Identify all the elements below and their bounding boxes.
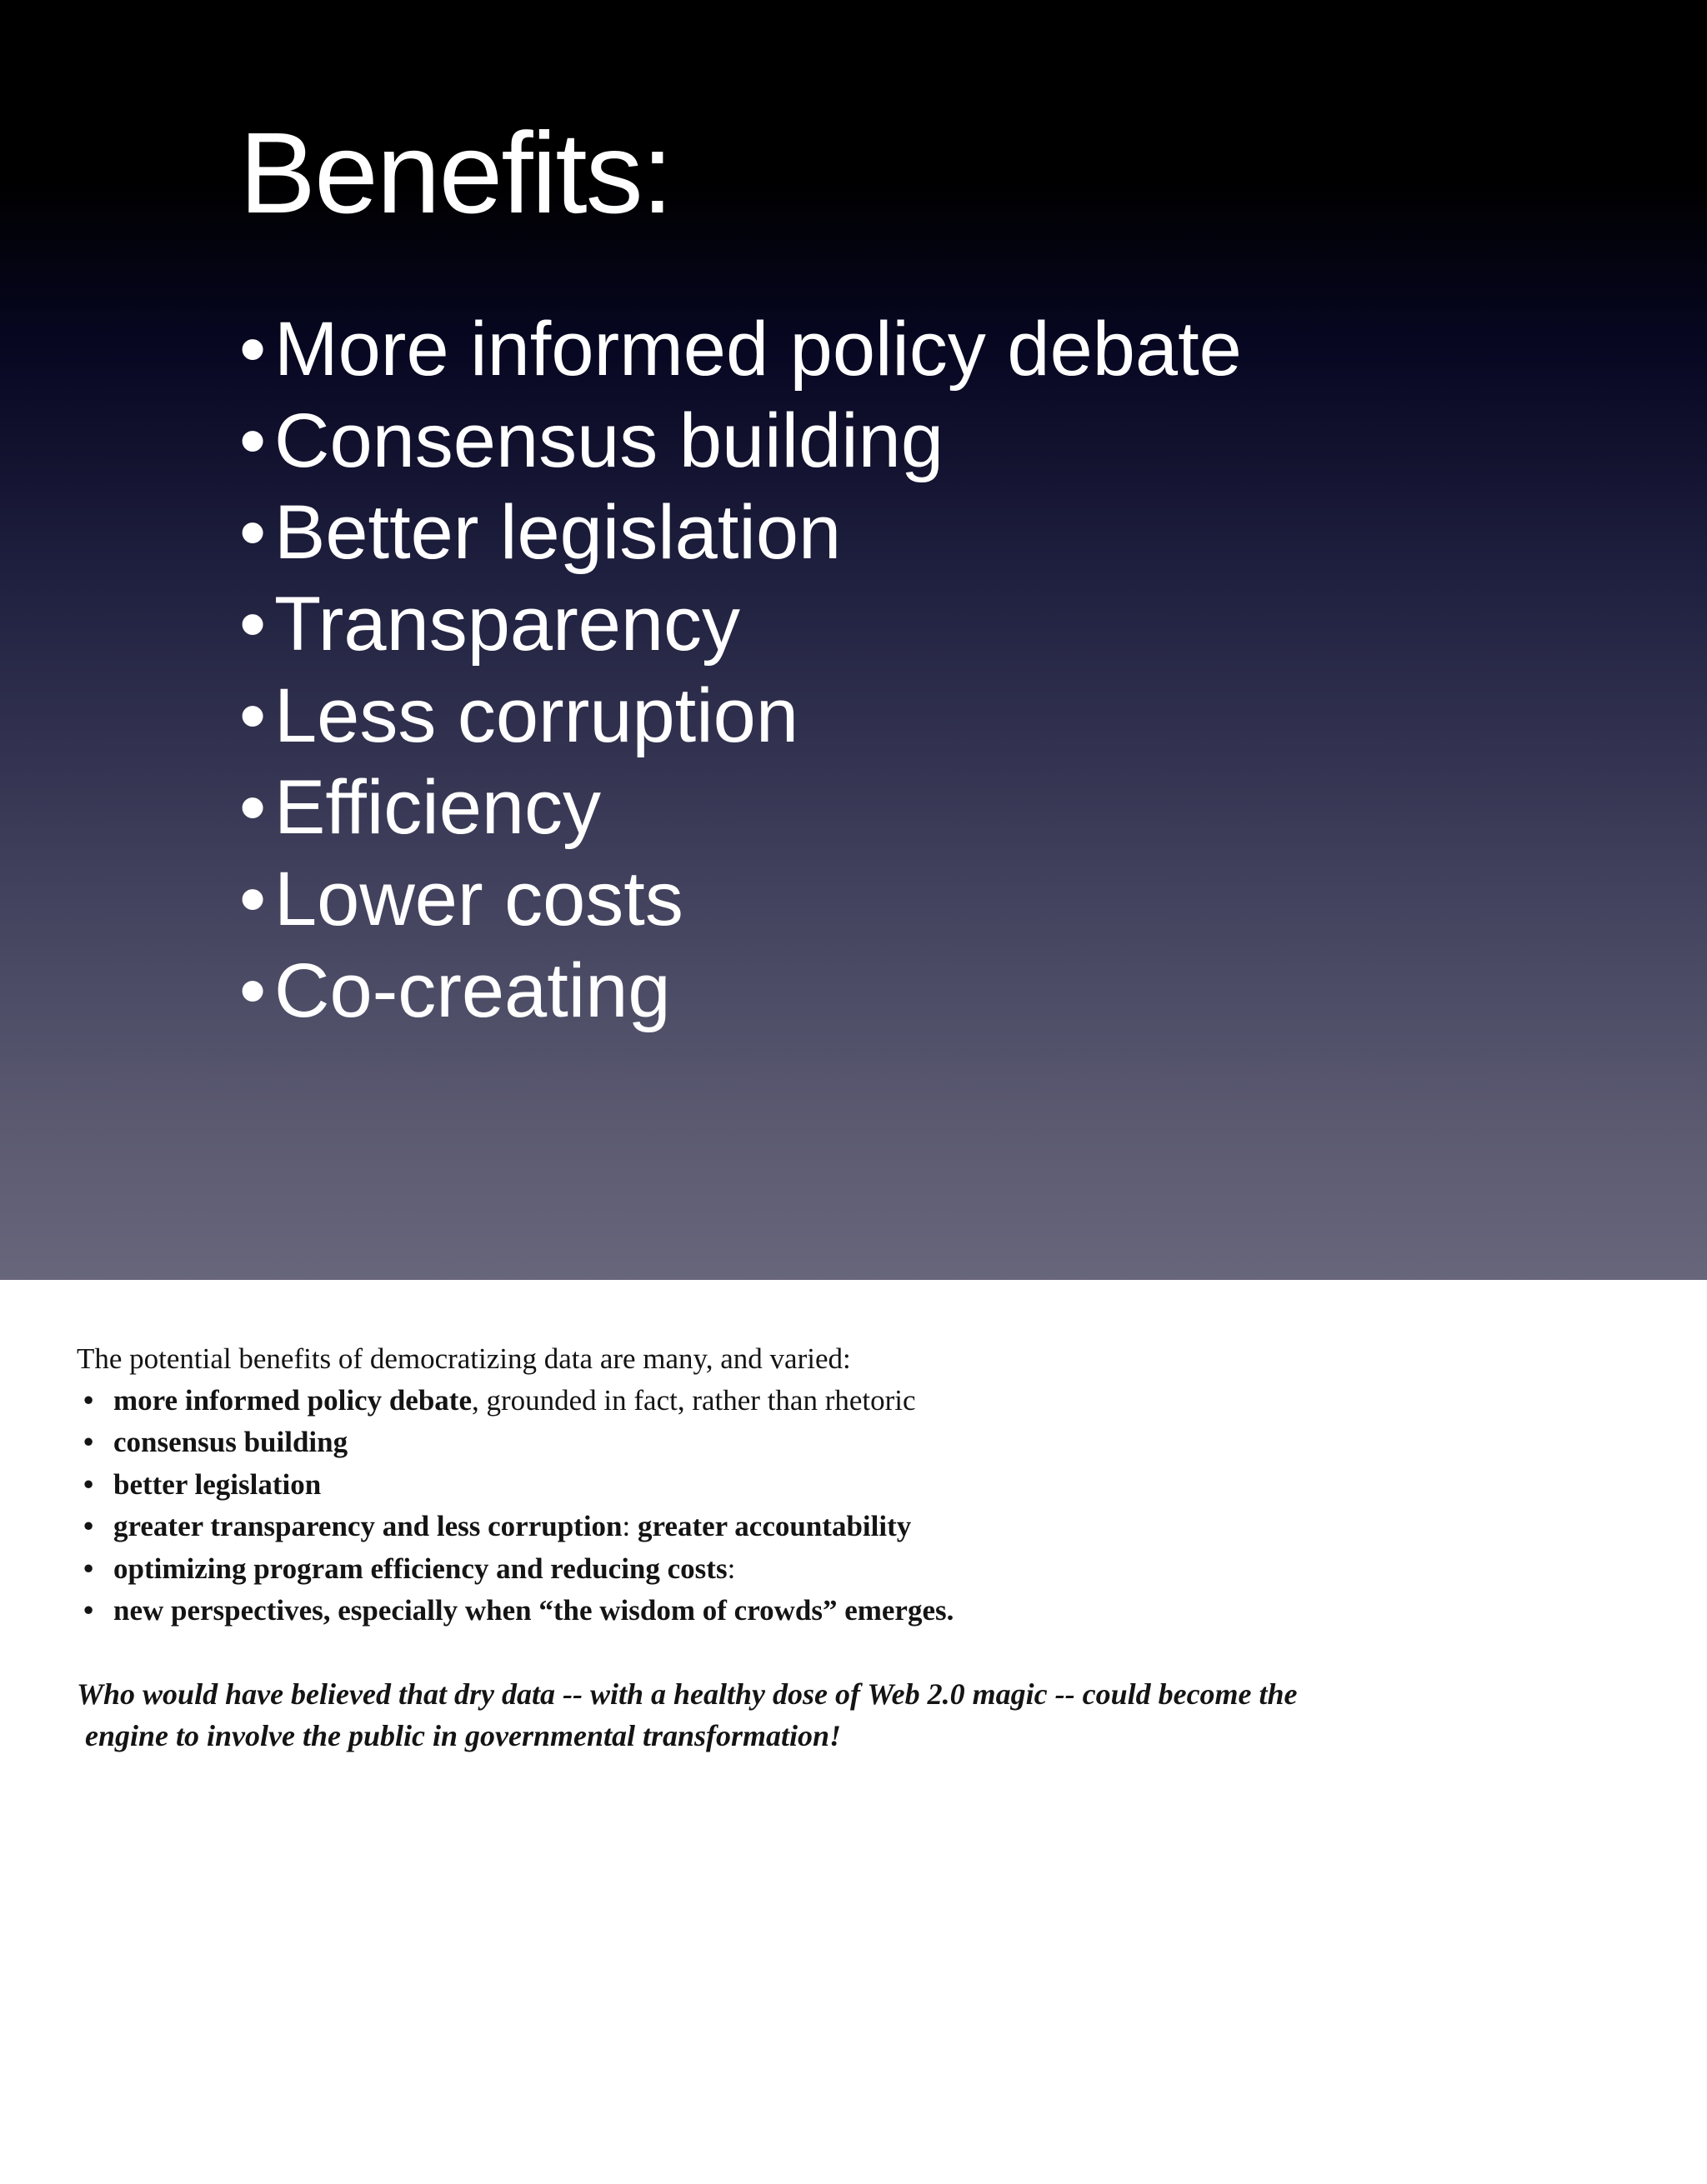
notes-item-rest: : <box>622 1510 638 1543</box>
notes-item-bold: more informed policy debate <box>113 1384 472 1417</box>
closing-line-1: Who would have believed that dry data -- with a healthy dose of Web 2.0 magic -- could become the <box>77 1677 1298 1712</box>
slide-bullet <box>239 670 1242 762</box>
slide-bullet-text: Lower costs <box>274 857 683 942</box>
notes-item-bold: new perspectives, especially when “the wisdom of crowds” emerges. <box>113 1593 954 1627</box>
notes-list-item <box>77 1380 1660 1422</box>
bullet-dot: • <box>83 1510 94 1543</box>
slide-bullet-text: Consensus building <box>274 398 944 483</box>
slide-title: Benefits: <box>239 109 672 237</box>
slide-bullet-text: Less corruption <box>274 673 798 758</box>
slide-bullet <box>239 762 1242 853</box>
bullet-glyph: • <box>239 765 267 850</box>
bullet-glyph: • <box>239 398 267 483</box>
notes-intro: The potential benefits of democratizing data are many, and varied: <box>77 1342 851 1375</box>
bullet-glyph: • <box>239 490 267 575</box>
slide-bullet-text: Better legislation <box>274 490 842 575</box>
bullet-dot: • <box>83 1426 94 1459</box>
bullet-dot: • <box>83 1384 94 1417</box>
bullet-dot: • <box>83 1593 94 1627</box>
notes-item-rest: , grounded in fact, rather than rhetoric <box>471 1384 916 1417</box>
slide-bullet <box>239 487 1242 578</box>
bullet-dot: • <box>83 1467 94 1501</box>
notes-item-bold: optimizing program efficiency and reducing costs <box>113 1552 728 1585</box>
notes-item-bold: consensus building <box>113 1426 348 1459</box>
bullet-glyph: • <box>239 673 267 758</box>
notes-item-bold-2: greater accountability <box>638 1510 912 1543</box>
notes-list <box>77 1380 1660 1632</box>
slide-bullet <box>239 303 1242 395</box>
notes-item-rest: : <box>727 1552 736 1585</box>
slide-bullet <box>239 945 1242 1037</box>
notes-list-item <box>77 1548 1660 1590</box>
speaker-notes <box>77 1338 1660 1757</box>
notes-list-item <box>77 1464 1660 1506</box>
slide-bullet-text: Efficiency <box>274 765 602 850</box>
slide-bullet-list <box>239 303 1242 1037</box>
slide-bullet-text: Co-creating <box>274 948 671 1033</box>
bullet-glyph: • <box>239 857 267 942</box>
bullet-dot: • <box>83 1552 94 1585</box>
slide-bullet <box>239 395 1242 487</box>
slide-bullet-text: More informed policy debate <box>274 307 1242 392</box>
slide-bullet <box>239 578 1242 670</box>
notes-list-item <box>77 1422 1660 1463</box>
bullet-glyph: • <box>239 307 267 392</box>
slide-bullet <box>239 853 1242 945</box>
bullet-glyph: • <box>239 582 267 667</box>
notes-list-item <box>77 1590 1660 1632</box>
bullet-glyph: • <box>239 948 267 1033</box>
closing-line-2: engine to involve the public in governmental transformation! <box>85 1719 842 1753</box>
notes-item-bold: better legislation <box>113 1467 322 1501</box>
notes-item-bold: greater transparency and less corruption <box>113 1510 623 1543</box>
notes-list-item <box>77 1506 1660 1547</box>
slide-bullet-text: Transparency <box>274 582 741 667</box>
closing-statement <box>77 1673 1660 1757</box>
